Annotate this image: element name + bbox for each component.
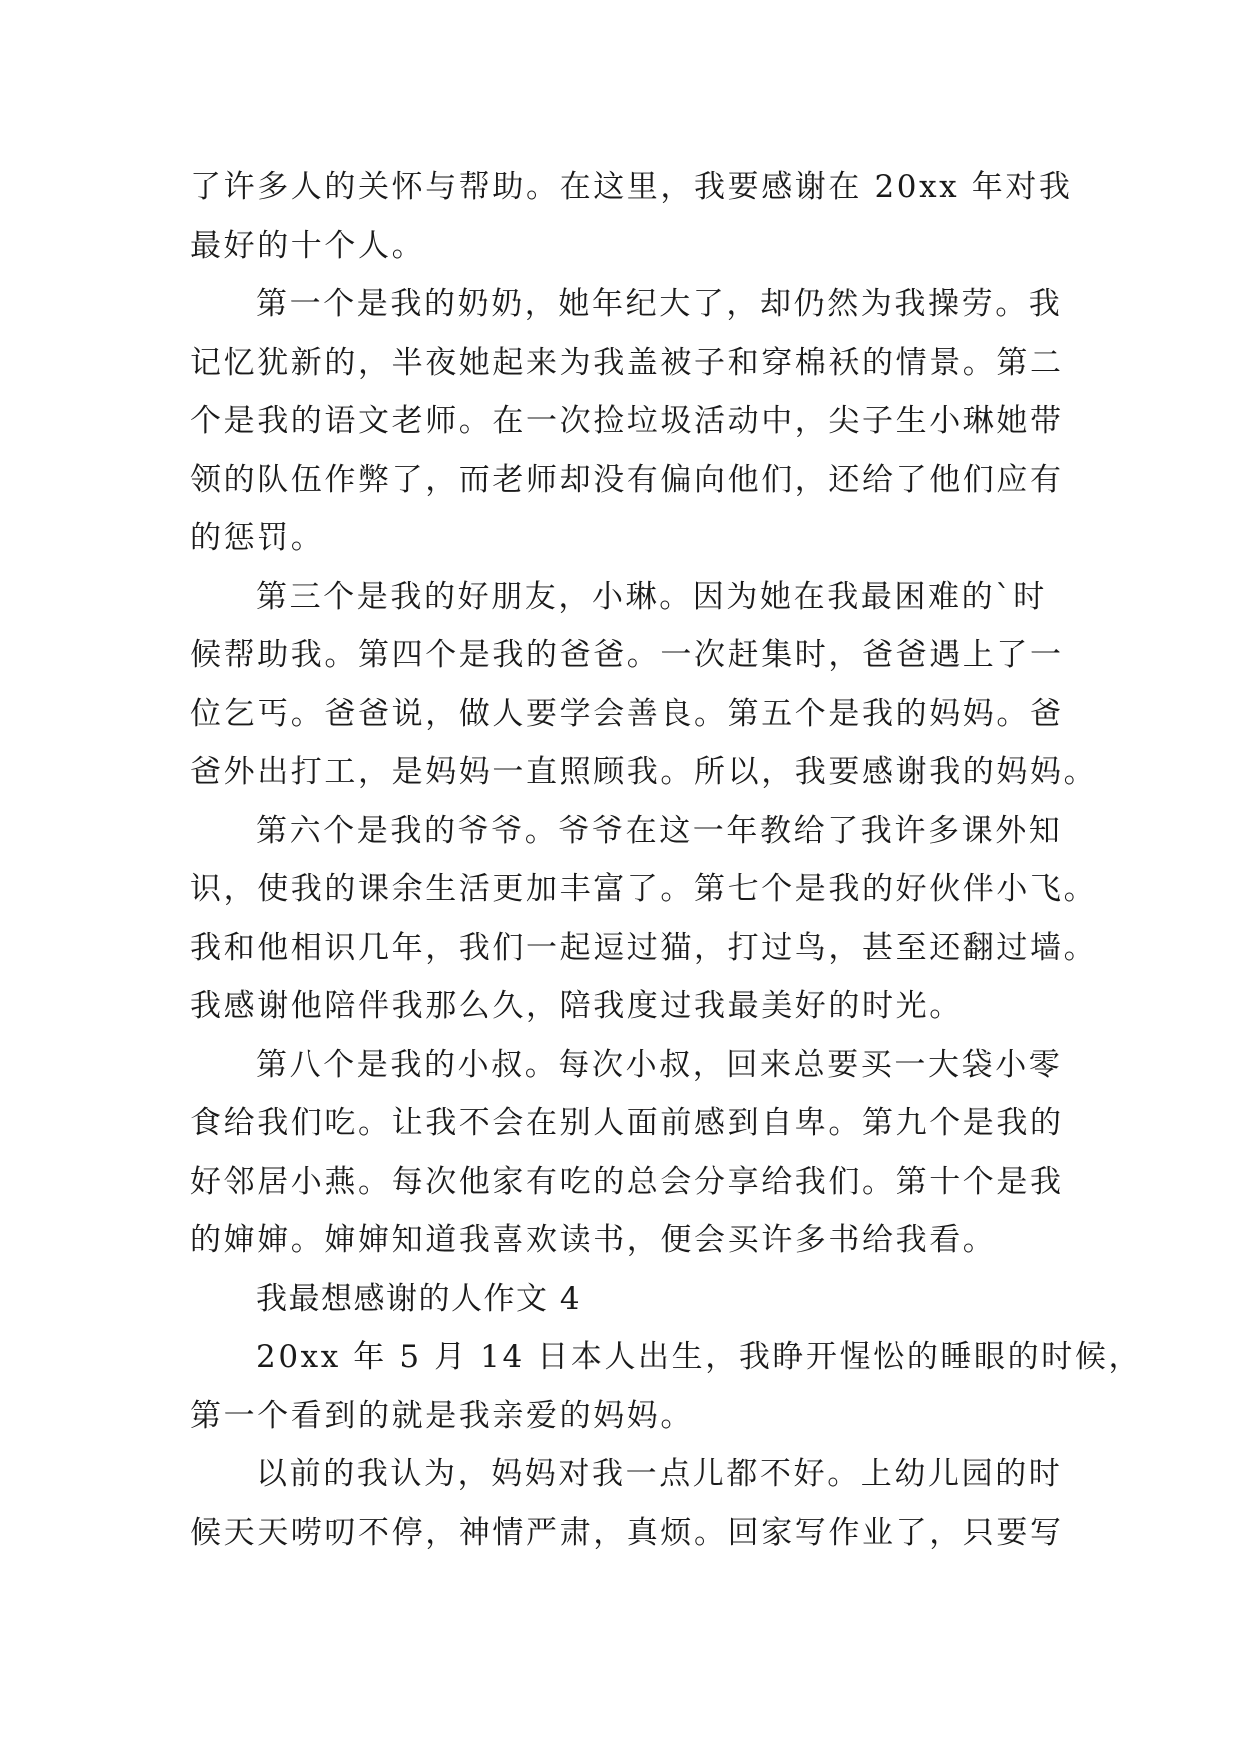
text-line: 我和他相识几年，我们一起逗过猫，打过鸟，甚至还翻过墙。 [190,929,1098,966]
text-line: 20xx 年 5 月 14 日本人出生，我睁开惺忪的睡眼的时候， [256,1339,1143,1375]
text-line: 食给我们吃。让我不会在别人面前感到自卑。第九个是我的 [190,1105,1064,1141]
text-line: 好邻居小燕。每次他家有吃的总会分享给我们。第十个是我 [190,1163,1064,1200]
section-heading: 我最想感谢的人作文 4 [256,1280,582,1317]
text-line: 第八个是我的小叔。每次小叔，回来总要买一大袋小零 [256,1046,1063,1083]
text-line: 第六个是我的爷爷。爷爷在这一年教给了我许多课外知 [256,812,1063,849]
text-line: 了许多人的关怀与帮助。在这里，我要感谢在 20xx 年对我 [190,169,1073,205]
text-line: 的惩罚。 [190,520,325,556]
text-line: 最好的十个人。 [190,227,426,264]
text-line: 位乞丐。爸爸说，做人要学会善良。第五个是我的妈妈。爸 [190,695,1064,732]
text-line: 的婶婶。婶婶知道我喜欢读书，便会买许多书给我看。 [190,1222,997,1258]
text-line: 候天天唠叨不停，神情严肃，真烦。回家写作业了，只要写 [190,1514,1064,1551]
essay-body [190,158,1143,1562]
text-line: 第一个看到的就是我亲爱的妈妈。 [190,1397,694,1434]
text-line: 第三个是我的好朋友，小琳。因为她在我最困难的`时 [256,578,1047,615]
text-line: 领的队伍作弊了，而老师却没有偏向他们，还给了他们应有 [190,461,1064,498]
text-line: 爸外出打工，是妈妈一直照顾我。所以，我要感谢我的妈妈。 [190,754,1098,790]
text-line: 个是我的语文老师。在一次捡垃圾活动中，尖子生小琳她带 [190,403,1064,439]
text-line: 记忆犹新的，半夜她起来为我盖被子和穿棉袄的情景。第二 [190,344,1064,381]
text-line: 第一个是我的奶奶，她年纪大了，却仍然为我操劳。我 [256,286,1063,322]
text-line: 以前的我认为，妈妈对我一点儿都不好。上幼儿园的时 [256,1456,1063,1492]
text-line: 候帮助我。第四个是我的爸爸。一次赶集时，爸爸遇上了一 [190,637,1064,673]
text-line: 我感谢他陪伴我那么久，陪我度过我最美好的时光。 [190,988,963,1024]
text-line: 识，使我的课余生活更加丰富了。第七个是我的好伙伴小飞。 [190,871,1098,907]
